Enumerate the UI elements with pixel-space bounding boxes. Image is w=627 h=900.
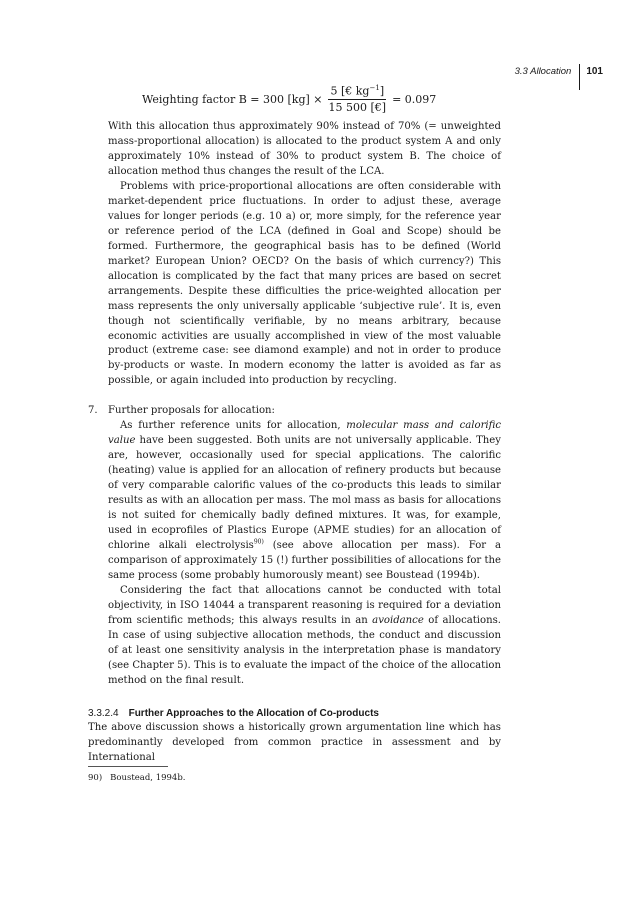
paragraph-price-allocation: Problems with price-proportional allocations are often considerable with market-dependent price fluctuations. In order to adjust these, average values for longer periods (e.g. 10 a) or, more simply, for the reference year or reference period of the LCA (defined in Goal and Scope) should be formed. Furthermore, the geographical basis has to be defined (World market? European Union? OECD? On the basis of which currency?) This allocation is complicated by the fact that many prices are based on secret arrangements. Despite these difficulties the price-weighted allocation per mass represents the only universally applicable ‘subjective rule’. It is, even though not scientifically verifiable, by no means arbitrary, because economic activities are usually accomplished in view of the most valuable product (extreme case: see diamond example) and not in order to produce by-products or waste. In modern economy the latter is avoided as far as possible, or again included into production by recycling. [108, 181, 501, 387]
footnote-number: 90) [88, 773, 103, 783]
header-divider [579, 64, 580, 90]
paragraph-further-units: As further reference units for allocation, molecular mass and calorific value have been suggested. Both units are not universally applicable. They are, however, occasionally used for special applications. The calorific (heating) value is applied for an allocation of refinery products but because of very comparable calorific values of the co-products this leads to similar results as with an allocation per mass. The mol mass as basis for allocations is not suited for chemically badly defined mixtures. It was, for example, used in ecoprofiles of Plastics Europe (APME studies) for an allocation of chlorine alkali electrolysis$^{90)}$ (see above allocation per mass). For a comparison of approximately 15 (!) further possibilities of allocations for the same process (some probably humorously meant) see Boustead (1994b). [108, 420, 502, 581]
formula-numerator: 5 [€ $kg^{-1}$] [330, 84, 385, 98]
list-item-number: 7. [88, 405, 98, 416]
running-header-section: 3.3 Allocation [514, 65, 572, 77]
section-number: 3.3.2.4 [88, 708, 119, 719]
emphasis-molecular-mass: molecular mass and calorific value [108, 420, 502, 446]
page-number: 101 [586, 65, 603, 77]
running-header [515, 52, 603, 90]
emphasis-avoidance: avoidance [372, 614, 424, 626]
footnote [88, 773, 185, 784]
footnote-divider [88, 766, 168, 767]
weighting-formula [142, 82, 436, 116]
paragraph-closing: The above discussion shows a historically grown argumentation line which has predominantly developed from common practice in assessment and by International [88, 722, 501, 763]
section-heading [88, 706, 379, 721]
paragraph-allocation-result: With this allocation thus approximately 90% instead of 70% (= unweighted mass-proportional allocation) is allocated to the product system A and only approximately 10% instead of 30% to product system B. The choice of allocation method thus changes the result of the LCA. [108, 121, 501, 177]
formula-right: = 0.097 [392, 92, 437, 106]
paragraph-objectivity: Considering the fact that allocations cannot be conducted with total objectivity, in ISO 14044 a transparent reasoning is required for a deviation from scientific methods; this always results in an avoidance of allocations. In case of using subjective allocation methods, the conduct and discussion of at least one sensitivity analysis in the interpretation phase is mandatory (see Chapter 5). This is to evaluate the impact of the choice of the allocation method on the final result. [108, 585, 501, 686]
list-item-title: Further proposals for allocation: [108, 405, 275, 416]
formula-denominator: 15 500 [€] [328, 100, 387, 114]
section-title: Further Approaches to the Allocation of Co-products [128, 708, 379, 719]
formula-exponent: −1 [369, 84, 380, 93]
formula-left: Weighting factor B = 300 [kg] × [142, 92, 323, 106]
formula-fraction [327, 84, 389, 114]
footnote-text: Boustead, 1994b. [110, 773, 186, 783]
footnote-ref: 90) [253, 538, 264, 546]
